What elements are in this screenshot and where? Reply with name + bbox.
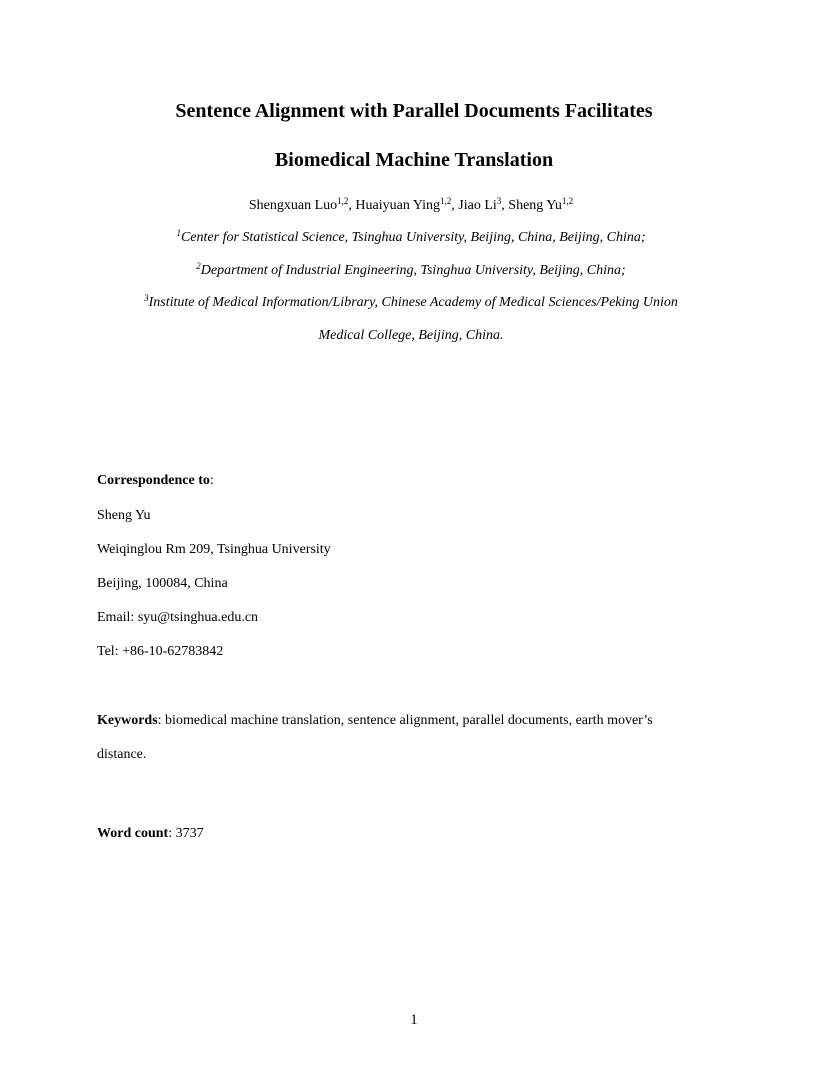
correspondence-label: Correspondence to: [97, 473, 210, 488]
word-count-value: : 3737: [168, 826, 204, 841]
affiliation-2: [0, 262, 822, 280]
keywords-line-1: [97, 712, 653, 730]
correspondence-address: Weiqinglou Rm 209, Tsinghua University: [97, 542, 331, 557]
author-name: Huaiyuan Ying: [355, 198, 441, 213]
author-name: Sheng Yu: [508, 198, 562, 213]
affiliation-mark: 1: [176, 228, 181, 238]
correspondence-email: Email: syu@tsinghua.edu.cn: [97, 610, 259, 625]
author-name: Jiao Li: [458, 198, 497, 213]
affiliation-text: Center for Statistical Science, Tsinghua University, Beijing, China, Beijing, China;: [180, 230, 646, 245]
affiliation-text: Institute of Medical Information/Library, Chinese Academy of Medical Sciences/Peking Union: [148, 295, 678, 310]
author-separator: ,: [451, 198, 459, 213]
correspondence-phone: Tel: +86-10-62783842: [97, 644, 224, 659]
correspondence-name: Sheng Yu: [97, 508, 151, 523]
paper-title-line-2: Biomedical Machine Translation: [274, 149, 554, 171]
word-count-label: Word count: [97, 826, 169, 841]
author-list: [0, 197, 822, 215]
author-name: Shengxuan Luo: [248, 198, 338, 213]
author-separator: ,: [501, 198, 509, 213]
affiliation-1: [0, 229, 822, 247]
keywords-label: Keywords: [97, 713, 158, 728]
author-affiliation-mark: 3: [496, 196, 502, 206]
affiliation-mark: 2: [196, 261, 201, 271]
correspondence-colon: :: [209, 473, 214, 488]
keywords-text: : biomedical machine translation, sentence alignment, parallel documents, earth mover’s: [157, 713, 653, 728]
page-number: 1: [410, 1012, 418, 1028]
affiliation-3: [0, 294, 822, 312]
author-affiliation-mark: 1,2: [561, 196, 574, 206]
correspondence-heading: [97, 472, 214, 490]
author-affiliation-mark: 1,2: [337, 196, 349, 206]
correspondence-city: Beijing, 100084, China: [97, 576, 228, 591]
keywords-line-2: distance.: [97, 747, 147, 762]
affiliation-3-continuation: Medical College, Beijing, China.: [318, 328, 504, 343]
affiliation-mark: 3: [144, 293, 149, 303]
affiliation-text: Department of Industrial Engineering, Tsinghua University, Beijing, China;: [200, 263, 626, 278]
paper-title-line-1: Sentence Alignment with Parallel Documents Facilitates: [175, 100, 653, 122]
word-count: [97, 825, 204, 843]
author-separator: ,: [348, 198, 356, 213]
author-affiliation-mark: 1,2: [440, 196, 452, 206]
